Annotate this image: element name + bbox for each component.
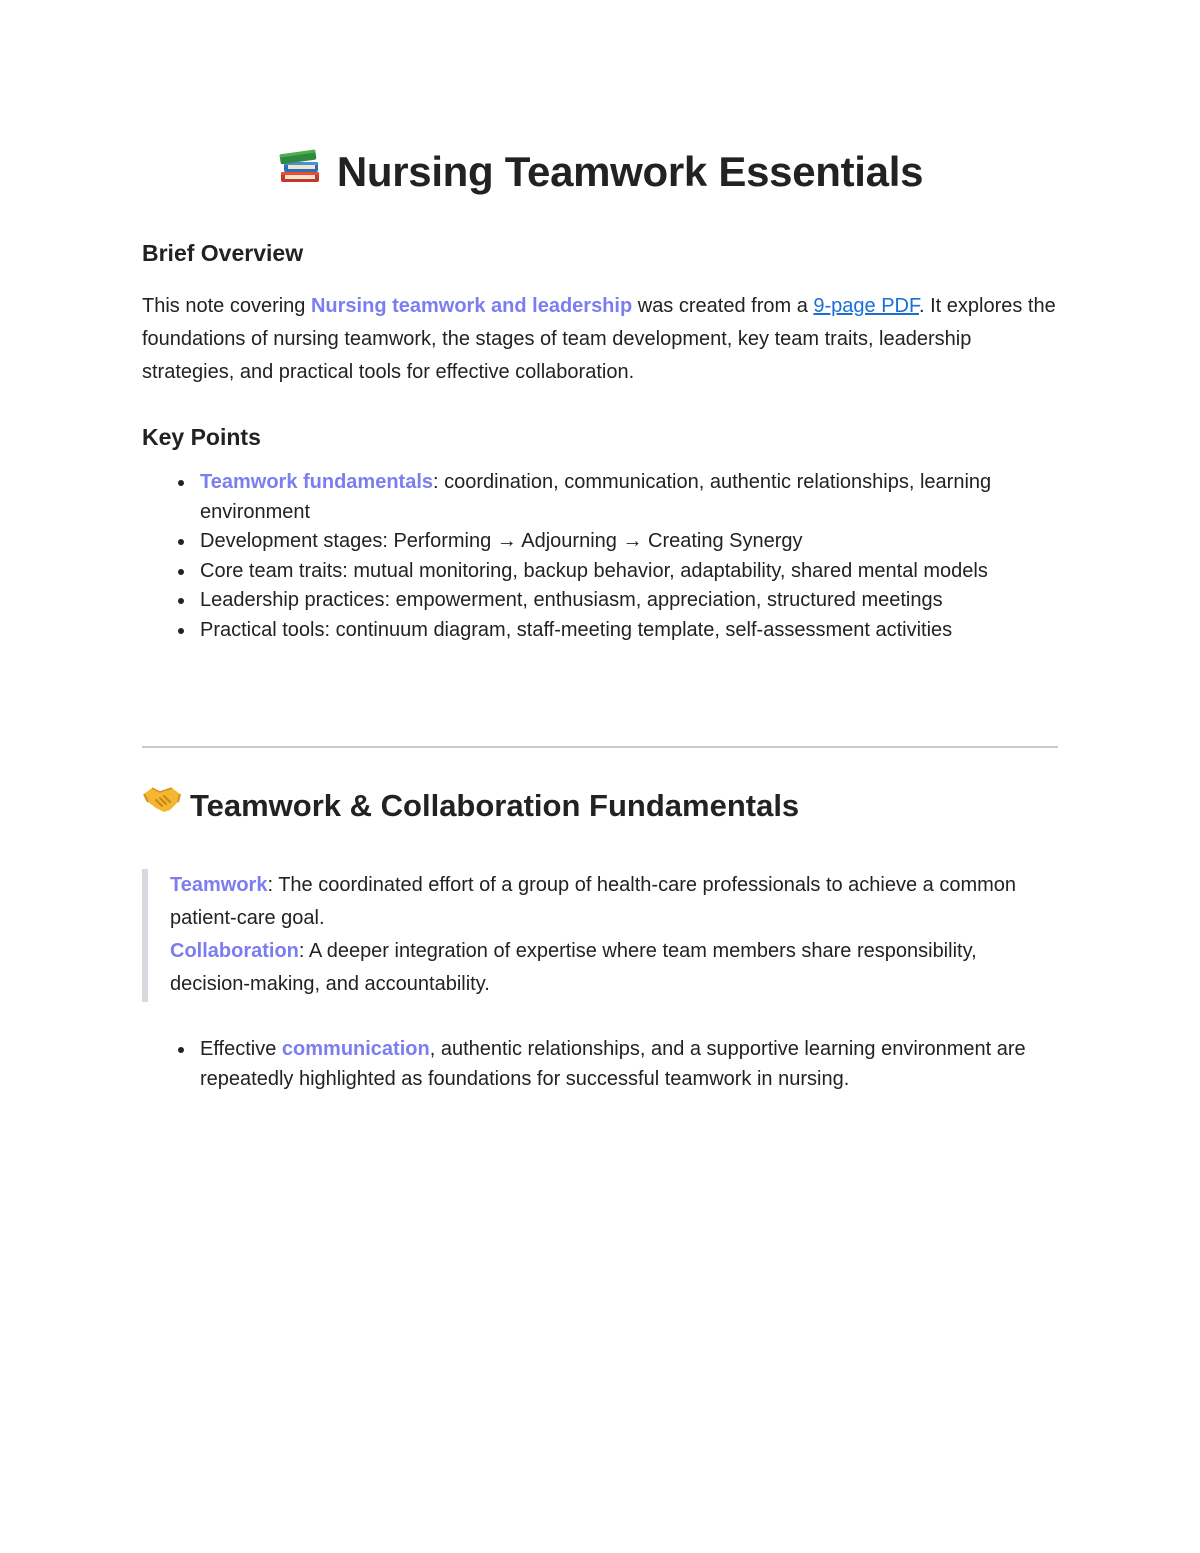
section-divider (142, 746, 1058, 748)
topic-link[interactable]: Nursing teamwork and leadership (310, 295, 633, 317)
bullet-dot (178, 1047, 184, 1053)
bullet-text: , authentic relationships, and a supportive learning environment are repeatedly highlighted as foundations for successful teamwork in nursing. (200, 1038, 1026, 1090)
key-point-text: : coordination, communication, authentic relationships, learning environment (200, 471, 992, 523)
section-heading-text: Teamwork & Collaboration Fundamentals (190, 788, 800, 823)
definition-teamwork (170, 869, 1058, 935)
blockquote-bar (142, 869, 148, 1002)
overview-text-1: This note covering (142, 295, 311, 317)
overview-heading: Brief Overview (142, 240, 304, 266)
definition-text: : A deeper integration of expertise where team members share responsibility, decision-making, and accountability. (170, 940, 977, 995)
list-item (142, 616, 1058, 646)
list-item (142, 468, 1058, 527)
key-point-highlight[interactable]: Teamwork fundamentals (200, 471, 434, 493)
list-item (142, 557, 1058, 587)
overview-text-2: was created from a (632, 295, 814, 317)
bullet-dot (178, 598, 184, 604)
definition-term[interactable]: Collaboration (170, 940, 299, 962)
communication-highlight[interactable]: communication (281, 1038, 430, 1060)
list-item (142, 586, 1058, 616)
list-item (142, 527, 1058, 557)
overview-paragraph (142, 290, 1058, 389)
pdf-link[interactable]: 9-page PDF (813, 295, 919, 317)
bullet-dot (178, 628, 184, 634)
key-points-list (142, 468, 1058, 645)
definition-collaboration (170, 935, 1058, 1001)
page-title-text: Nursing Teamwork Essentials (336, 148, 924, 196)
definition-text: : The coordinated effort of a group of health-care professionals to achieve a common patient-care goal. (170, 874, 1017, 929)
handshake-icon (142, 782, 182, 828)
key-point-text: Practical tools: continuum diagram, staff-meeting template, self-assessment activities (200, 618, 953, 641)
list-item (142, 1035, 1058, 1094)
books-icon (277, 142, 323, 200)
key-point-text: Leadership practices: empowerment, enthusiasm, appreciation, structured meetings (200, 589, 943, 611)
section-heading (142, 784, 799, 831)
page-title (142, 146, 1058, 204)
overview-text-3: . It explores the foundations of nursing teamwork, the stages of team development, key team traits, leadership strategies, and practical tools for effective collaboration. (142, 295, 1056, 383)
section-bullet-list (142, 1035, 1058, 1094)
bullet-dot (178, 480, 184, 486)
definitions-blockquote (142, 869, 1058, 1002)
bullet-prefix: Effective (200, 1038, 282, 1060)
key-point-text: Core team traits: mutual monitoring, backup behavior, adaptability, shared mental models (200, 559, 988, 582)
bullet-dot (178, 539, 184, 545)
definition-term[interactable]: Teamwork (170, 874, 268, 896)
key-point-text: Development stages: Performing → Adjourning → Creating Synergy (200, 530, 803, 552)
blockquote-text (170, 869, 1058, 1001)
bullet-dot (178, 569, 184, 575)
key-points-heading: Key Points (142, 424, 261, 450)
